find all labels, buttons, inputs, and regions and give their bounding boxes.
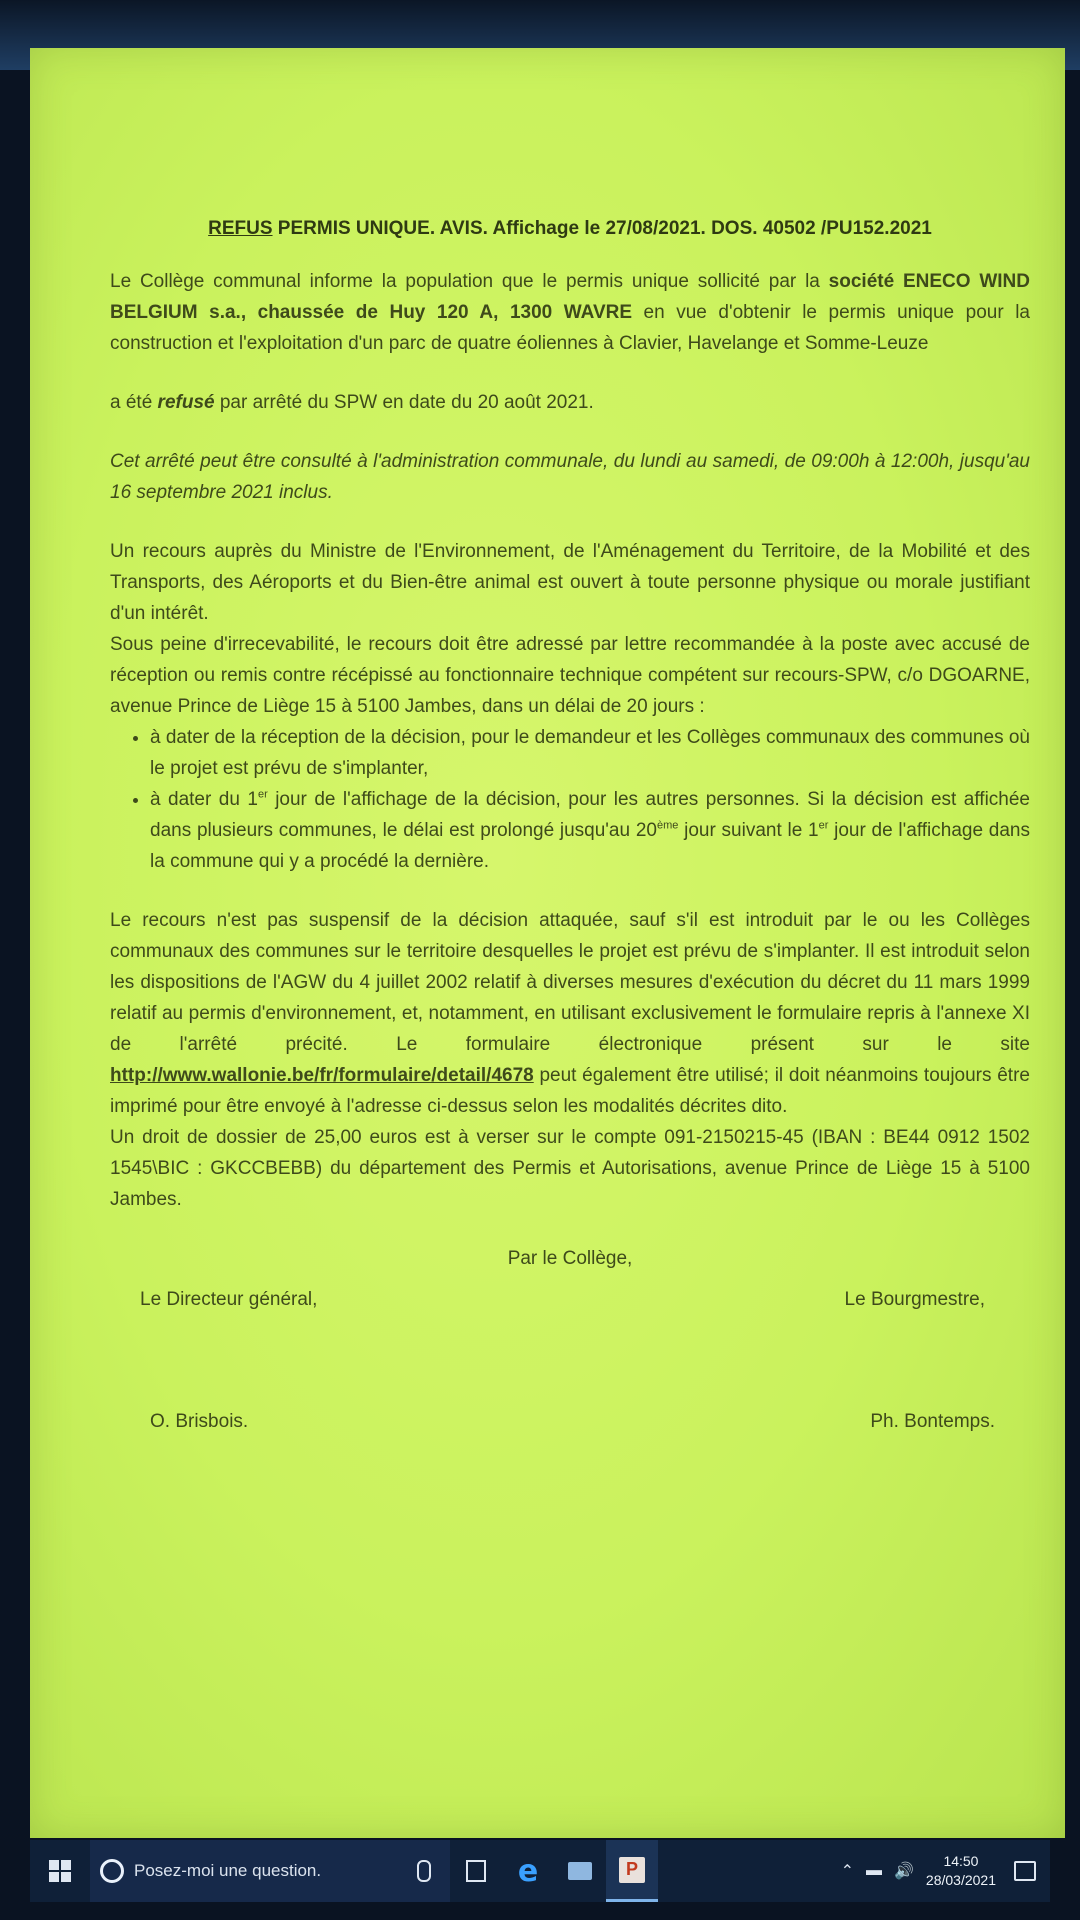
document-title xyxy=(110,213,1030,244)
intro-paragraph xyxy=(110,266,1030,359)
suspensif-text-b: peut également être utilisé; il doit néanmoins toujours être imprimé pour être envoyé à l'adresse ci-dessus selon les modalités décrites dito. xyxy=(110,1065,1030,1117)
file-explorer-button[interactable] xyxy=(554,1840,606,1902)
powerpoint-icon: P xyxy=(619,1857,645,1883)
network-icon[interactable]: ▬ xyxy=(866,1862,882,1879)
bullet2-text-b: jour de l'affichage de la décision, pour les autres personnes. Si la décision est affichée dans plusieurs communes, le délai est prolongé jusqu'au 20 xyxy=(150,789,1030,841)
par-college: Par le Collège, xyxy=(507,1248,633,1269)
search-placeholder: Posez-moi une question. xyxy=(134,1861,322,1880)
chevron-up-icon[interactable]: ⌃ xyxy=(840,1863,854,1880)
task-view-button[interactable] xyxy=(450,1840,502,1902)
bullet2-text-a: à dater du 1 xyxy=(150,789,258,810)
refused-word: refusé xyxy=(157,392,215,413)
search-box[interactable] xyxy=(90,1840,450,1902)
start-button[interactable] xyxy=(30,1840,90,1902)
bullet2-sup-2: ème xyxy=(656,819,679,832)
bullet2-sup-1: er xyxy=(257,788,268,801)
recours-paragraph: Un recours auprès du Ministre de l'Environnement, de l'Aménagement du Territoire, de la Mobilité et des Transports, des Aéroports et du Bien-être animal est ouvert à toute personne physique ou morale justifiant d'un intérêt. xyxy=(110,541,1030,624)
clock-time: 14:50 xyxy=(943,1853,979,1869)
intro-company: société ENECO WIND BELGIUM s.a., chaussée de Huy 120 A, 1300 WAVRE xyxy=(110,271,1030,323)
volume-icon[interactable]: 🔊 xyxy=(894,1863,914,1880)
taskbar xyxy=(30,1840,1050,1902)
document-screen xyxy=(30,48,1065,1838)
consult-paragraph: Cet arrêté peut être consulté à l'administration communale, du lundi au samedi, de 09:00h à 12:00h, jusqu'au 16 septembre 2021 inclus. xyxy=(110,451,1030,503)
bullet2-text-d: jour de l'affichage dans la commune qui y a procédé la dernière. xyxy=(150,820,1030,872)
clock-date: 28/03/2021 xyxy=(925,1872,996,1888)
intro-project: en vue d'obtenir le permis unique pour la construction et l'exploitation d'un parc de quatre éoliennes à Clavier, Havelange et Somme-Leuze xyxy=(110,302,1030,354)
title-refus: REFUS xyxy=(208,218,273,239)
cortana-icon xyxy=(100,1859,124,1883)
title-rest: PERMIS UNIQUE. AVIS. Affichage le 27/08/2021. DOS. 40502 /PU152.2021 xyxy=(272,218,932,239)
directeur-name: O. Brisbois. xyxy=(150,1411,249,1432)
bullet2-sup-3: er xyxy=(818,819,829,832)
system-tray xyxy=(841,1861,914,1881)
document-body xyxy=(110,213,1030,1440)
edge-button[interactable] xyxy=(502,1840,554,1902)
notification-icon[interactable] xyxy=(1014,1861,1036,1881)
bourgmestre-title: Le Bourgmestre, xyxy=(844,1289,985,1310)
task-view-icon xyxy=(466,1860,486,1882)
list-item: • à dater de la réception de la décision, pour le demandeur et les Collèges communaux des communes où le projet est prévu de s'implanter, xyxy=(150,722,1030,784)
suspensif-text-a: Le recours n'est pas suspensif de la décision attaquée, sauf s'il est introduit par le ou les Collèges communaux des communes sur le territoire desquelles le projet est prévu de s'implanter. Il est introduit selon les dispositions de l'AGW du 4 juillet 2002 relatif à diverses mesures d'exécution du décret du 11 mars 1999 relatif au permis d'environnement, et, notamment, en utilisant exclusivement le formulaire repris à l'annexe XI de l'arrêté précité. Le formulaire électronique présent sur le site xyxy=(110,910,1030,1055)
suspensif-paragraph xyxy=(110,905,1030,1122)
refused-text-c: par arrêté du SPW en date du 20 août 2021. xyxy=(214,392,594,413)
signature-names xyxy=(110,1406,1030,1440)
directeur-title: Le Directeur général, xyxy=(140,1289,318,1310)
signature-titles xyxy=(110,1284,1030,1318)
bullet2-text-c: jour suivant le 1 xyxy=(678,820,819,841)
droit-paragraph: Un droit de dossier de 25,00 euros est à verser sur le compte 091-2150215-45 (IBAN : BE44 0912 1502 1545\BIC : GKCCBEBB) du département des Permis et Autorisations, avenue Prince de Liège 15 à 5100 Jambes. xyxy=(110,1127,1030,1210)
refused-text-a: a été xyxy=(110,392,158,413)
file-explorer-icon xyxy=(568,1862,592,1880)
refused-paragraph xyxy=(110,387,1030,418)
formulaire-link[interactable]: http://www.wallonie.be/fr/formulaire/detail/4678 xyxy=(110,1065,534,1086)
microphone-button[interactable] xyxy=(398,1840,450,1902)
clock[interactable] xyxy=(926,1852,996,1890)
microphone-icon xyxy=(417,1860,431,1882)
list-item xyxy=(150,784,1030,877)
bourgmestre-name: Ph. Bontemps. xyxy=(870,1411,995,1432)
irrecevabilite-paragraph: Sous peine d'irrecevabilité, le recours doit être adressé par lettre recommandée à la poste avec accusé de réception ou remis contre récépissé au fonctionnaire technique compétent sur recours-SPW, c/o DGOARNE, avenue Prince de Liège 15 à 5100 Jambes, dans un délai de 20 jours : xyxy=(110,634,1030,717)
intro-text: Le Collège communal informe la population que le permis unique sollicité par la xyxy=(110,271,829,292)
edge-icon: e xyxy=(517,1853,539,1889)
delay-list xyxy=(110,722,1030,877)
powerpoint-button[interactable] xyxy=(606,1840,658,1902)
windows-start-icon xyxy=(49,1860,71,1882)
